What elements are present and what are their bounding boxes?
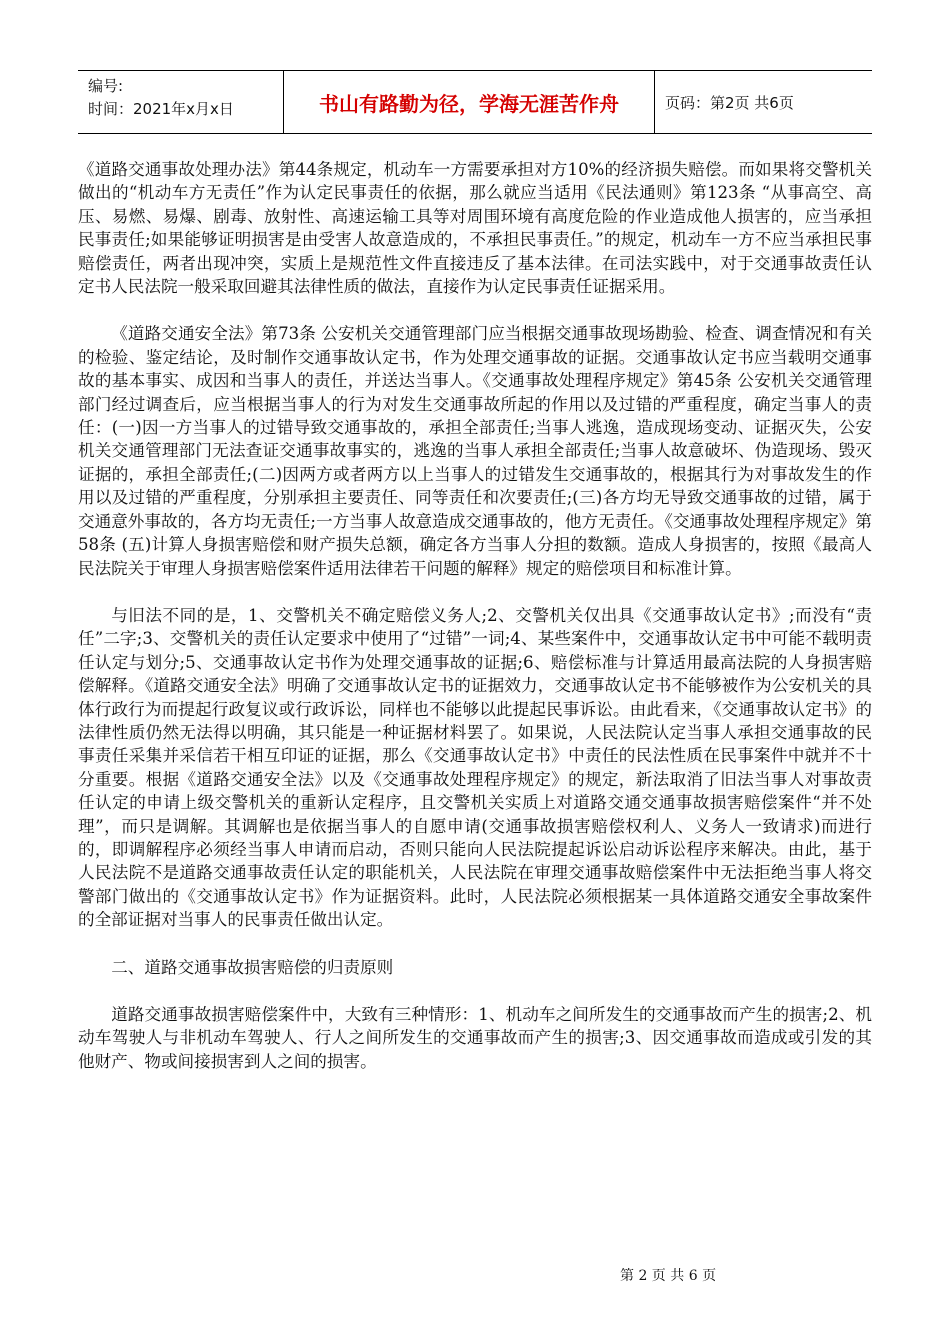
paragraph: 与旧法不同的是，1、交警机关不确定赔偿义务人;2、交警机关仅出具《交通事故认定书》;而没有“责任”二字;3、交警机关的责任认定要求中使用了“过错”一词;4、某些案件中，交通事故认定书中可能不载明责任认定与划分;5、交通事故认定书作为处理交通事故的证据;6、赔偿标准与计算适用最高法院的人身损害赔偿解释。《道路交通安全法》明确了交通事故认定书的证据效力，交通事故认定书不能够被作为公安机关的具体行政行为而提起行政复议或行政诉讼，同样也不能够以此提起民事诉讼。由此看来，《交通事故认定书》的法律性质仍然无法得以明确，其只能是一种证据材料罢了。如果说，人民法院认定当事人承担交通事故的民事责任采集并采信若干相互印证的证据，那么《交通事故认定书》中责任的民法性质在民事案件中就并不十分重要。根据《道路交通安全法》以及《交通事故处理程序规定》的规定，新法取消了旧法当事人对事故责任认定的申请上级交警机关的重新认定程序，且交警机关实质上对道路交通交通事故损害赔偿案件“并不处理”，而只是调解。其调解也是依据当事人的自愿申请(交通事故损害赔偿权利人、义务人一致请求)而进行的，即调解程序必须经当事人申请而启动，否则只能向人民法院提起诉讼启动诉讼程序来解决。由此，基于人民法院不是道路交通事故责任认定的职能机关，人民法院在审理交通事故赔偿案件中无法拒绝当事人将交警部门做出的《交通事故认定书》作为证据资料。此时，人民法院必须根据某一具体道路交通安全事故案件的全部证据对当事人的民事责任做出认定。 [78, 605, 872, 930]
document-number: 编号: [88, 77, 124, 95]
header-meta [78, 71, 283, 133]
header-motto: 书山有路勤为径，学海无涯苦作舟 [283, 71, 655, 133]
page-footer: 第 2 页 共 6 页 [620, 1268, 717, 1284]
paragraph: 《道路交通安全法》第73条 公安机关交通管理部门应当根据交通事故现场勘验、检查、调查情况和有关的检验、鉴定结论，及时制作交通事故认定书，作为处理交通事故的证据。交通事故认定书应当载明交通事故的基本事实、成因和当事人的责任，并送达当事人。《交通事故处理程序规定》第45条 公安机关交通管理部门经过调查后，应当根据当事人的行为对发生交通事故所起的作用以及过错的严重程度，确定当事人的责任：(一)因一方当事人的过错导致交通事故的，承担全部责任;当事人逃逸，造成现场变动、证据灭失，公安机关交通管理部门无法查证交通事故事实的，逃逸的当事人承担全部责任;当事人故意破坏、伪造现场、毁灭证据的，承担全部责任;(二)因两方或者两方以上当事人的过错发生交通事故的，根据其行为对事故发生的作用以及过错的严重程度，分别承担主要责任、同等责任和次要责任;(三)各方均无导致交通事故的过错，属于交通意外事故的，各方均无责任;一方当事人故意造成交通事故的，他方无责任。《交通事故处理程序规定》第58条 (五)计算人身损害赔偿和财产损失总额，确定各方当事人分担的数额。造成人身损害的，按照《最高人民法院关于审理人身损害赔偿案件适用法律若干问题的解释》规定的赔偿项目和标准计算。 [78, 324, 872, 578]
document-date: 时间：2021年x月x日 [88, 100, 234, 118]
section-heading: 二、道路交通事故损害赔偿的归责原则 [111, 957, 394, 977]
header-page-number: 页码：第2页 共6页 [665, 93, 794, 112]
paragraph: 《道路交通事故处理办法》第44条规定，机动车一方需要承担对方10%的经济损失赔偿。而如果将交警机关做出的“机动车方无责任”作为认定民事责任的依据，那么就应当适用《民法通则》第123条 “从事高空、高压、易燃、易爆、剧毒、放射性、高速运输工具等对周围环境有高度危险的作业造成他人损害的，应当承担民事责任;如果能够证明损害是由受害人故意造成的，不承担民事责任。”的规定，机动车一方不应当承担民事赔偿责任，两者出现冲突，实质上是规范性文件直接违反了基本法律。在司法实践中，对于交通事故责任认定书人民法院一般采取回避其法律性质的做法，直接作为认定民事责任证据采用。 [78, 160, 872, 297]
page-header [78, 70, 872, 134]
document-body [78, 158, 872, 1097]
paragraph: 道路交通事故损害赔偿案件中，大致有三种情形：1、机动车之间所发生的交通事故而产生的损害;2、机动车驾驶人与非机动车驾驶人、行人之间所发生的交通事故而产生的损害;3、因交通事故而造成或引发的其他财产、物或间接损害到人之间的损害。 [78, 1005, 872, 1071]
